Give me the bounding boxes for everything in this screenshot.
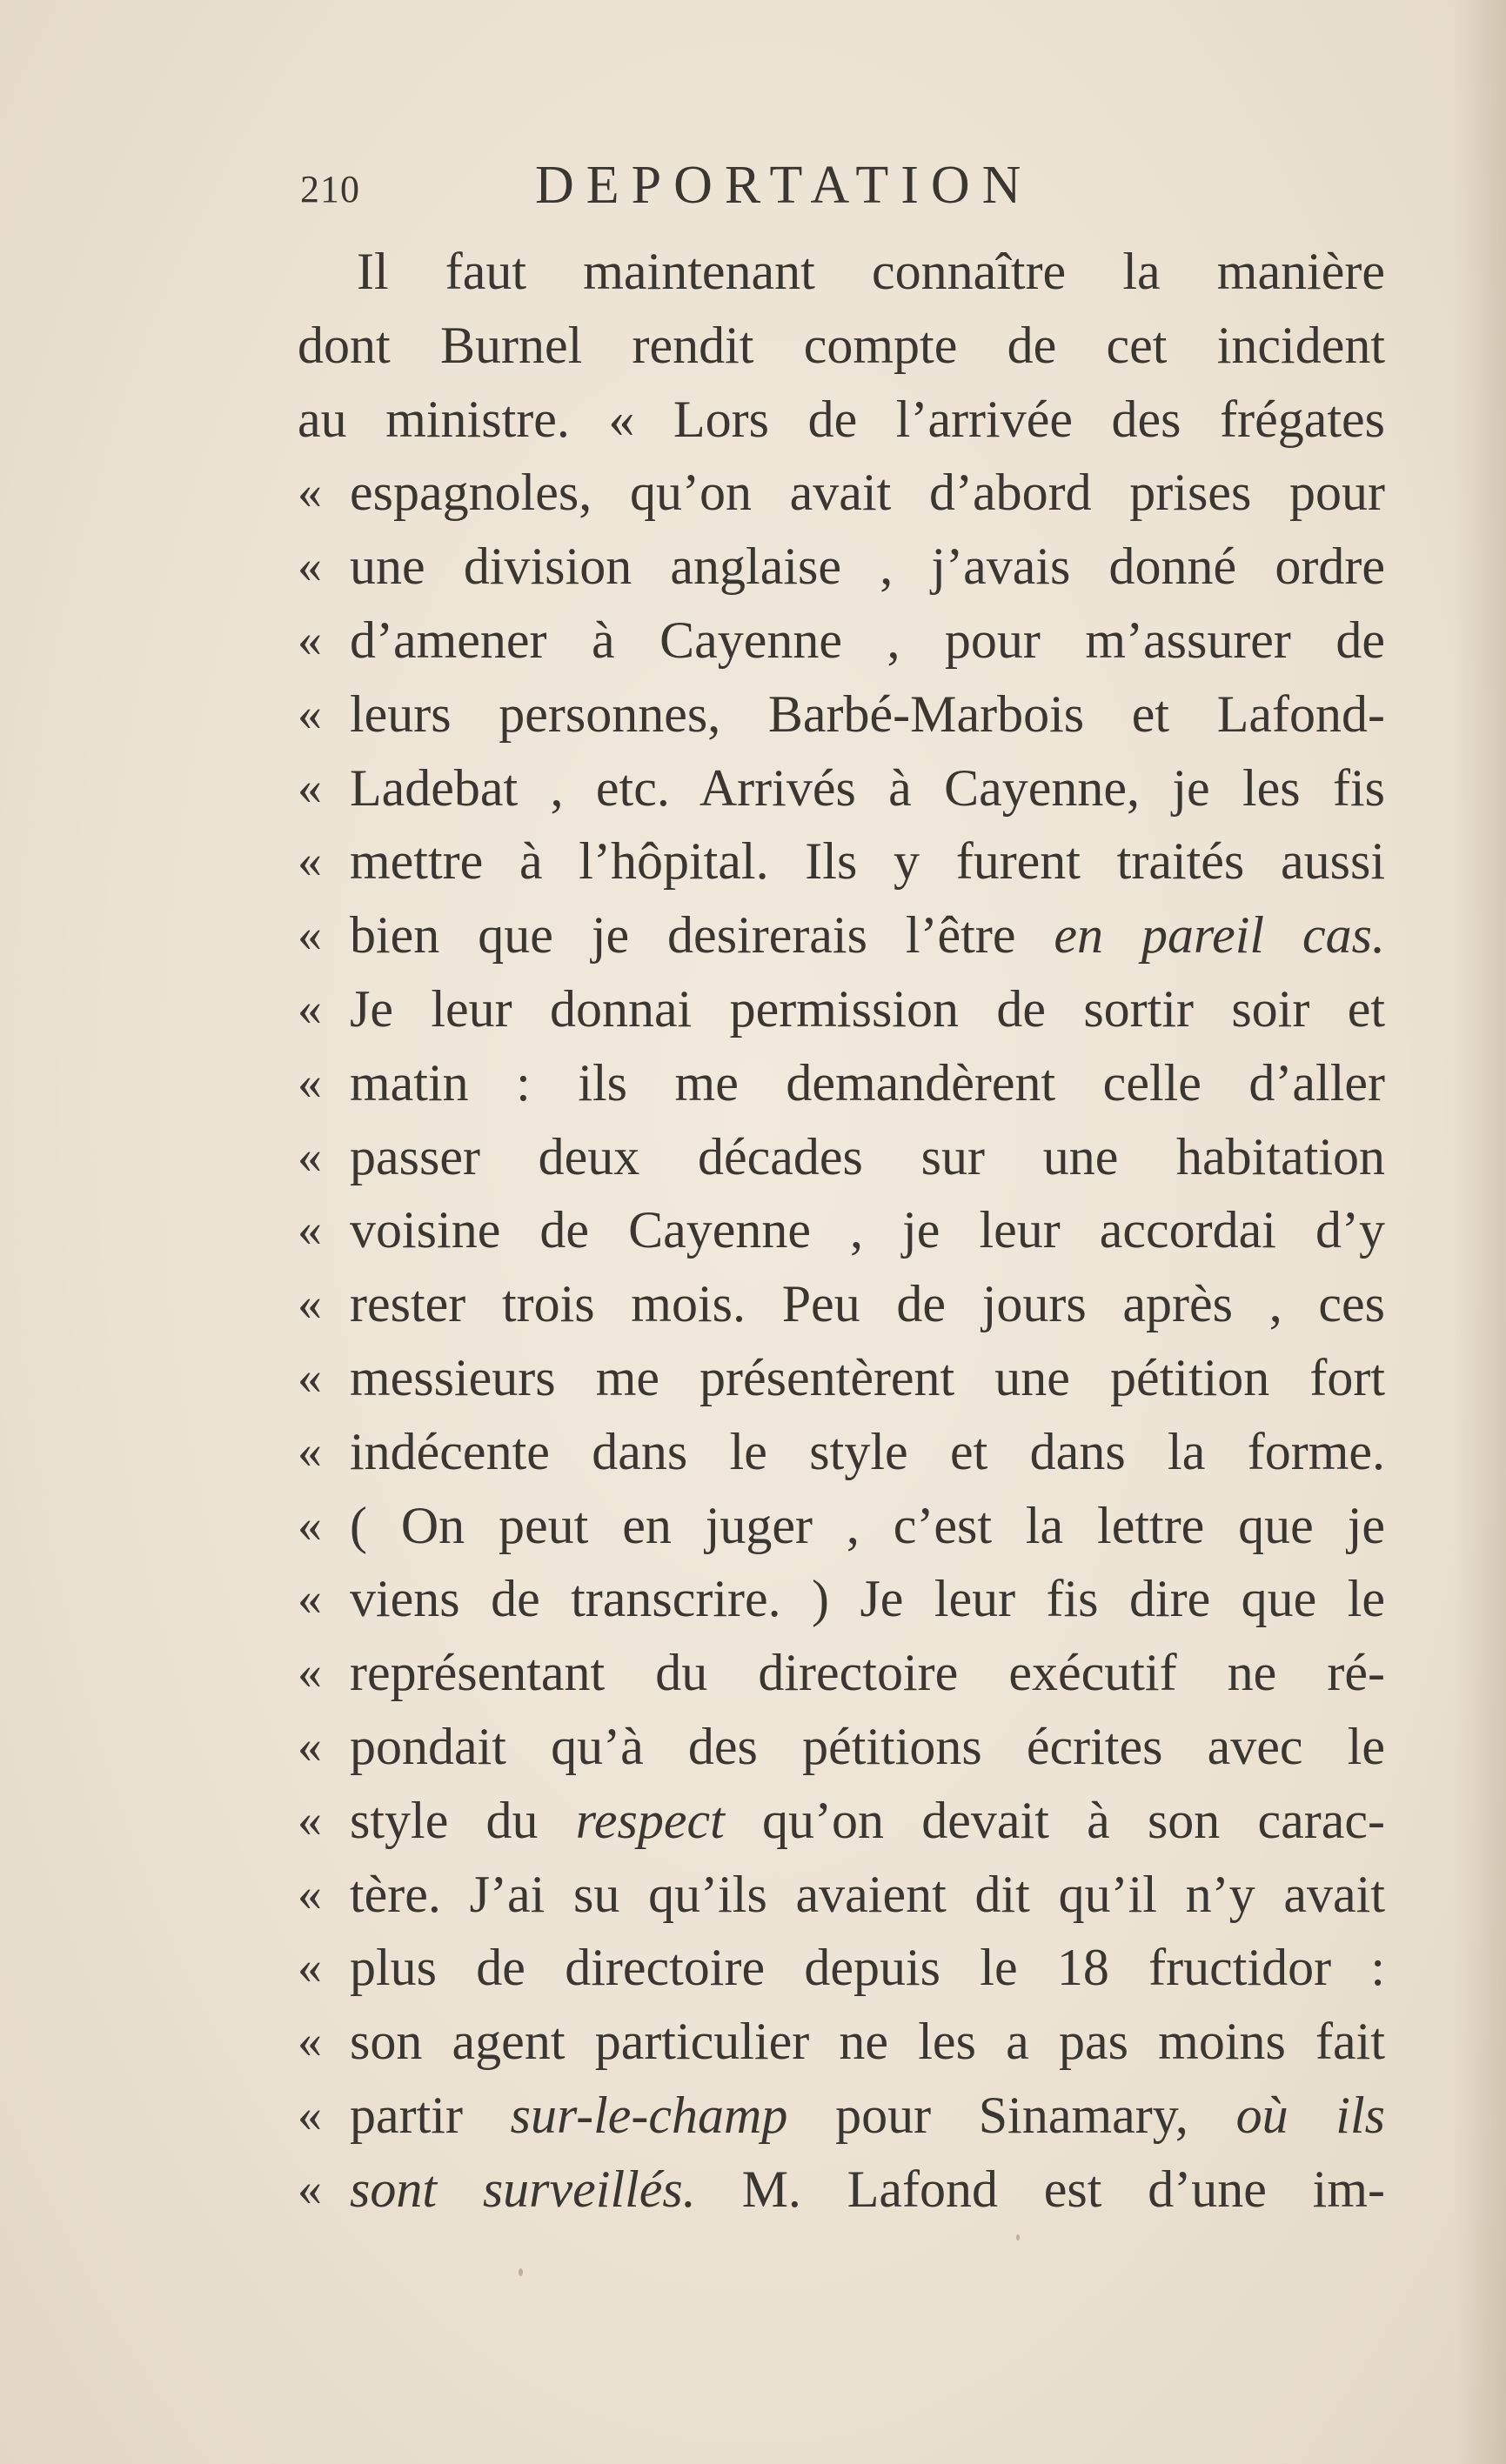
text-line — [298, 1341, 1385, 1415]
guillemet-mark: « — [298, 465, 322, 520]
guillemet-mark: « — [298, 1866, 322, 1921]
text-line — [298, 678, 1385, 751]
text-line — [298, 1931, 1385, 2005]
line-text: une division anglaise , j’avais donné ordre — [350, 538, 1385, 596]
text-line — [298, 2079, 1385, 2153]
text-line — [298, 1710, 1385, 1784]
italic-text: sont surveillés. — [350, 2160, 696, 2218]
line-text: représentant du directoire exécutif ne ré- — [350, 1644, 1385, 1702]
text-line — [298, 235, 1385, 309]
text-line — [298, 1858, 1385, 1932]
line-text: viens de transcrire. ) Je leur fis dire que le — [350, 1570, 1385, 1628]
guillemet-mark: « — [298, 686, 322, 741]
text-line — [298, 1120, 1385, 1194]
line-text: ( On peut en juger , c’est la lettre que je — [350, 1496, 1385, 1554]
line-text: son agent particulier ne les a pas moins fait — [350, 2013, 1385, 2071]
guillemet-mark: « — [298, 1424, 322, 1479]
guillemet-mark: « — [298, 1350, 322, 1405]
text-line — [298, 1784, 1385, 1858]
line-text: Ladebat , etc. Arrivés à Cayenne, je les fis — [350, 758, 1385, 817]
line-text: Je leur donnai permission de sortir soir et — [350, 979, 1385, 1038]
running-head — [300, 155, 1170, 224]
text-line — [298, 1046, 1385, 1120]
text-line — [298, 751, 1385, 825]
guillemet-mark: « — [298, 2161, 322, 2216]
line-text: plus de directoire depuis le 18 fructidor : — [350, 1939, 1385, 1997]
guillemet-mark: « — [298, 1719, 322, 1773]
text-line — [298, 1193, 1385, 1267]
guillemet-mark: « — [298, 1277, 322, 1332]
text-line — [298, 972, 1385, 1046]
text-line — [298, 2005, 1385, 2079]
line-text: M. Lafond est d’une im- — [695, 2160, 1385, 2218]
line-text: leurs personnes, Barbé-Marbois et Lafond- — [350, 684, 1385, 743]
line-text: mettre à l’hôpital. Ils y furent traités aussi — [350, 832, 1385, 891]
guillemet-mark: « — [298, 612, 322, 667]
guillemet-mark: « — [298, 2014, 322, 2069]
line-text: Il faut maintenant connaître la manière — [357, 243, 1385, 300]
guillemet-mark: « — [298, 1129, 322, 1184]
guillemet-mark: « — [298, 1498, 322, 1553]
guillemet-mark: « — [298, 539, 322, 594]
text-line — [298, 530, 1385, 604]
page-edge-shadow — [1454, 0, 1506, 2464]
page-number: 210 — [300, 168, 360, 210]
text-line — [298, 604, 1385, 678]
text-line — [298, 1415, 1385, 1489]
line-text: au ministre. « Lors de l’arrivée des frégates — [298, 390, 1385, 448]
line-text: espagnoles, qu’on avait d’abord prises pour — [350, 464, 1385, 522]
text-line — [298, 1489, 1385, 1563]
line-text: pondait qu’à des pétitions écrites avec le — [350, 1717, 1385, 1775]
line-text: bien que je desirerais l’être — [350, 906, 1054, 965]
paper-speck — [1016, 2234, 1020, 2240]
guillemet-mark: « — [298, 1940, 322, 1995]
line-text: voisine de Cayenne , je leur accordai d’y — [350, 1201, 1385, 1259]
guillemet-mark: « — [298, 1572, 322, 1626]
paper-speck — [519, 2268, 523, 2276]
guillemet-mark: « — [298, 1203, 322, 1258]
italic-text: où ils — [1235, 2086, 1385, 2144]
line-text: rester trois mois. Peu de jours après , ces — [350, 1275, 1385, 1333]
text-line — [298, 898, 1385, 972]
text-line — [298, 825, 1385, 898]
line-text: matin : ils me demandèrent celle d’aller — [350, 1053, 1385, 1112]
line-text: messieurs me présentèrent une pétition fort — [350, 1348, 1385, 1406]
text-line — [298, 1636, 1385, 1710]
line-text: d’amener à Cayenne , pour m’assurer de — [350, 611, 1385, 669]
body-text — [298, 235, 1385, 2227]
italic-text: sur-le-champ — [510, 2086, 788, 2144]
guillemet-mark: « — [298, 2087, 322, 2142]
text-line — [298, 383, 1385, 457]
text-line — [298, 1267, 1385, 1341]
line-text: style du — [350, 1791, 576, 1849]
line-text: indécente dans le style et dans la forme. — [350, 1422, 1385, 1480]
line-text: passer deux décades sur une habitation — [350, 1127, 1385, 1185]
guillemet-mark: « — [298, 908, 322, 963]
guillemet-mark: « — [298, 1793, 322, 1847]
text-line — [298, 2153, 1385, 2227]
guillemet-mark: « — [298, 1055, 322, 1110]
guillemet-mark: « — [298, 760, 322, 815]
line-text: dont Burnel rendit compte de cet incident — [298, 316, 1385, 374]
guillemet-mark: « — [298, 834, 322, 889]
line-text: pour Sinamary, — [787, 2086, 1236, 2144]
italic-text: en pareil cas. — [1054, 906, 1385, 965]
italic-text: respect — [575, 1791, 725, 1849]
running-title: DEPORTATION — [535, 156, 1034, 215]
guillemet-mark: « — [298, 981, 322, 1036]
line-text: tère. J’ai su qu’ils avaient dit qu’il n’y avait — [350, 1865, 1385, 1923]
line-text: qu’on devait à son carac- — [724, 1791, 1386, 1849]
text-line — [298, 1562, 1385, 1636]
guillemet-mark: « — [298, 1646, 322, 1700]
line-text: partir — [350, 2086, 511, 2144]
text-line — [298, 456, 1385, 530]
text-line — [298, 309, 1385, 383]
